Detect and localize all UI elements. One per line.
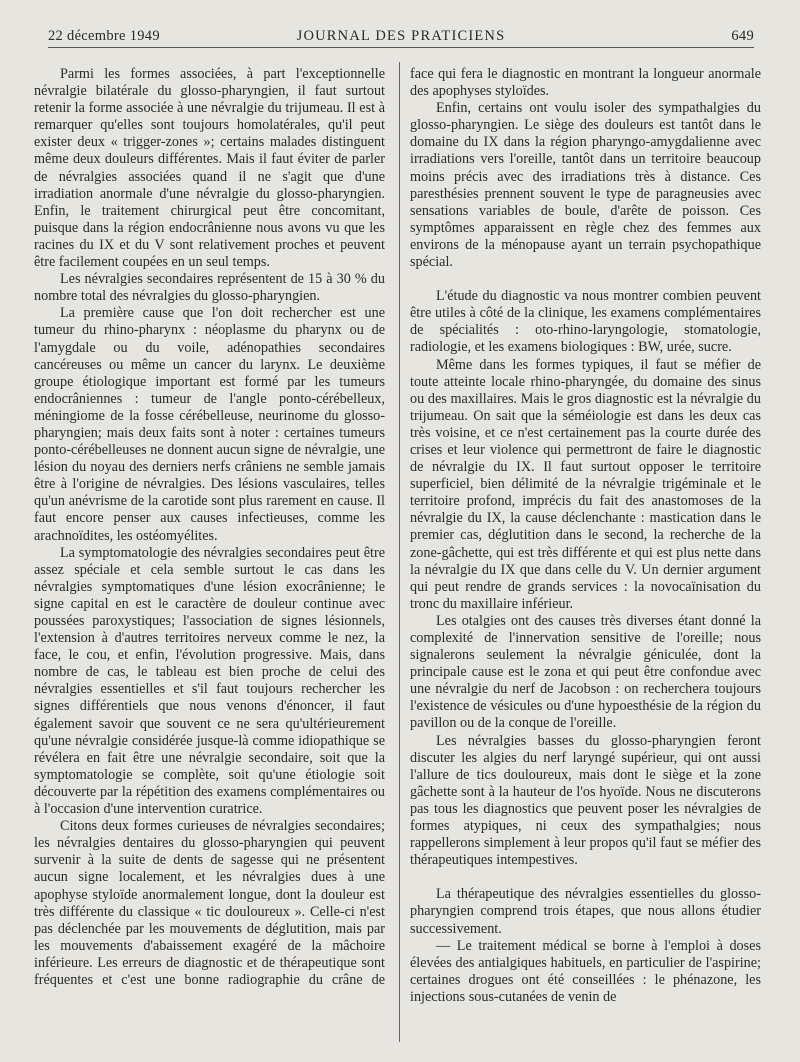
- paragraph: L'étude du diagnostic va nous montrer combien peuvent être utiles à côté de la clinique, les examens complémentaires de spécialités : oto-rhino-laryngologie, stomatologie, radiologie, et les examens biologiques : BW, urée, sucre.: [410, 288, 761, 356]
- paragraph: face qui fera le diagnostic en montrant la longueur anormale des apophyses styloïdes.: [410, 66, 761, 100]
- issue-date: 22 décembre 1949: [48, 28, 160, 44]
- column-divider: [399, 62, 400, 1042]
- paragraph: Citons deux formes curieuses de névralgies secondaires; les névralgies dentaires du glosso-pharyngien qui peuvent survenir à la suite de dents de sagesse qui ne présentent aucun signe localement, et les névralgies dues à une apophyse styloïde anormalement longue, dont la douleur est très différente du classique « tic douloureux ». Celle-ci n'est pas déclenchée par les mouvements de déglutition, mais par les mouvements d'abaissement exagéré de la mâchoire inférieure. Les erreurs de diagnostic et de thérapeutique sont fréquentes et c'est une bonne radiographie du crâne de: [34, 818, 385, 988]
- paragraph: Les névralgies basses du glosso-pharyngien feront discuter les algies du nerf laryngé supérieur, qui ont aussi l'allure de tics douloureux, mais dont le siège et la zone gâchette sont à la hauteur de l'os hyoïde. Nous ne discuterons pas tous les diagnostics que peuvent poser les névralgies de formes atypiques, ni ceux des sympathalgies; nous rappellerons simplement à leur propos qu'il faut se méfier des thérapeutiques intempestives.: [410, 732, 761, 869]
- right-column: [410, 66, 761, 1006]
- paragraph: — Le traitement médical se borne à l'emploi à doses élevées des antialgiques habituels, en particulier de l'aspirine; certaines drogues ont été conseillées : le phénazone, les injections sous-cutanées de venin de: [410, 937, 761, 1005]
- paragraph: Les otalgies ont des causes très diverses étant donné la complexité de l'innervation sensitive de l'oreille; nous signalerons seulement la névralgie géniculée, dont la principale cause est le zona et qui peut être confondue avec une névralgie du nerf de Jacobson : on recherchera toujours l'existence de vésicules ou d'une hypoesthésie de la région du pavillon ou de la conque de l'oreille.: [410, 612, 761, 732]
- paragraph: Même dans les formes typiques, il faut se méfier de toute atteinte locale rhino-pharyngée, du domaine des sinus ou des maxillaires. Mais le gros diagnostic est la névralgie du trijumeau. On sait que la séméiologie est dans les deux cas très voisine, et ce n'est certainement pas la courte durée des crises et leur violence qui permettront de faire le diagnostic de névralgie du IX. Il faut surtout opposer le territoire superficiel, bien délimité de la névralgie trigéminale et le territoire profond, imprécis du fait des anastomoses de la névralgie du IX, la cause déclenchante : mastication dans le premier cas, déglutition dans le second, la recherche de la zone-gâchette, qui est très différente et qui est plus nette dans la névralgie du IX que dans celle du V. Un dernier argument qui peut rendre de grands services : la novocaïnisation du tronc du maxillaire inférieur.: [410, 356, 761, 612]
- paragraph: La symptomatologie des névralgies secondaires peut être assez spéciale et cela semble surtout le cas dans les névralgies symptomatiques d'une lésion exocrânienne; le signe capital en est le caractère de douleur continue avec poussées paroxystiques; l'association de signes lésionnels, l'extension à d'autres territoires nerveux comme le nez, la face, le cou, et enfin, l'évolution progressive. Mais, dans nombre de cas, le tableau est bien proche de celui des névralgies essentielles et s'il faut toujours rechercher les signes différentiels que nous venons d'énoncer, il faut également savoir que souvent ce ne sera qu'ultérieurement qu'une névralgie considérée jusque-là comme idiopathique se révélera en fait être une névralgie secondaire, soit que la symptomatologie se complète, soit qu'une étiologie soit découverte par la répétition des examens complémentaires ou à l'occasion d'une intervention curatrice.: [34, 544, 385, 818]
- running-header: [48, 24, 754, 48]
- header-rule: [48, 47, 754, 48]
- page-number: 649: [731, 28, 754, 44]
- paragraph: La thérapeutique des névralgies essentielles du glosso-pharyngien comprend trois étapes, que nous allons étudier successivement.: [410, 886, 761, 937]
- journal-title: JOURNAL DES PRATICIENS: [296, 28, 506, 44]
- left-column: [34, 66, 385, 989]
- paragraph: Enfin, certains ont voulu isoler des sympathalgies du glosso-pharyngien. Le siège des douleurs est tantôt dans le domaine du IX dans la région pharyngo-amygdalienne avec irradiations vers l'oreille, tantôt dans un territoire beaucoup moins précis avec des irradiations très à distance. Ces paresthésies prennent souvent le type de paragneusies avec sensations variables de boule, d'arête de poisson. Ces symptômes apparaissent en règle chez des femmes aux environs de la ménopause ayant un terrain psychopathique spécial.: [410, 100, 761, 271]
- paragraph: La première cause que l'on doit rechercher est une tumeur du rhino-pharynx : néoplasme du pharynx ou de l'amygdale ou du voile, adénopathies secondaires cancéreuses ou même un cancer du larynx. Le deuxième groupe étiologique important est formé par les tumeurs endocrâniennes : tumeur de l'angle ponto-cérébelleux, méningiome de la fosse cérébelleuse, neurinome du glosso-pharyngien; mais deux faits sont à noter : certaines tumeurs ponto-cérébelleuses ne donnent aucun signe de névralgie, une lésion du noyau des derniers nerfs crâniens ne semble jamais être à l'origine de névralgies. Des lésions vasculaires, telles qu'un anévrisme de la carotide sont plus rarement en cause. Il faut encore penser aux causes infectieuses, comme les arachnoïdites, les ostéomyélites.: [34, 305, 385, 544]
- paragraph: Parmi les formes associées, à part l'exceptionnelle névralgie bilatérale du glosso-pharyngien, il faut surtout retenir la forme associée à une névralgie du trijumeau. Il est à remarquer qu'elles sont toujours homolatérales, qu'il peut exister deux « trigger-zones »; certains malades distinguent même deux douleurs différentes. Mais il faut éviter de parler de névralgies associées quand il ne s'agit que d'une irradiation anormale d'une névralgie du glosso-pharyngien. Enfin, le traitement chirurgical peut être concomitant, puisque dans la région endocrânienne nous avons vu que les racines du IX et du V sont relativement proches et peuvent être facilement coupées en un seul temps.: [34, 66, 385, 271]
- paragraph: Les névralgies secondaires représentent de 15 à 30 % du nombre total des névralgies du glosso-pharyngien.: [34, 271, 385, 305]
